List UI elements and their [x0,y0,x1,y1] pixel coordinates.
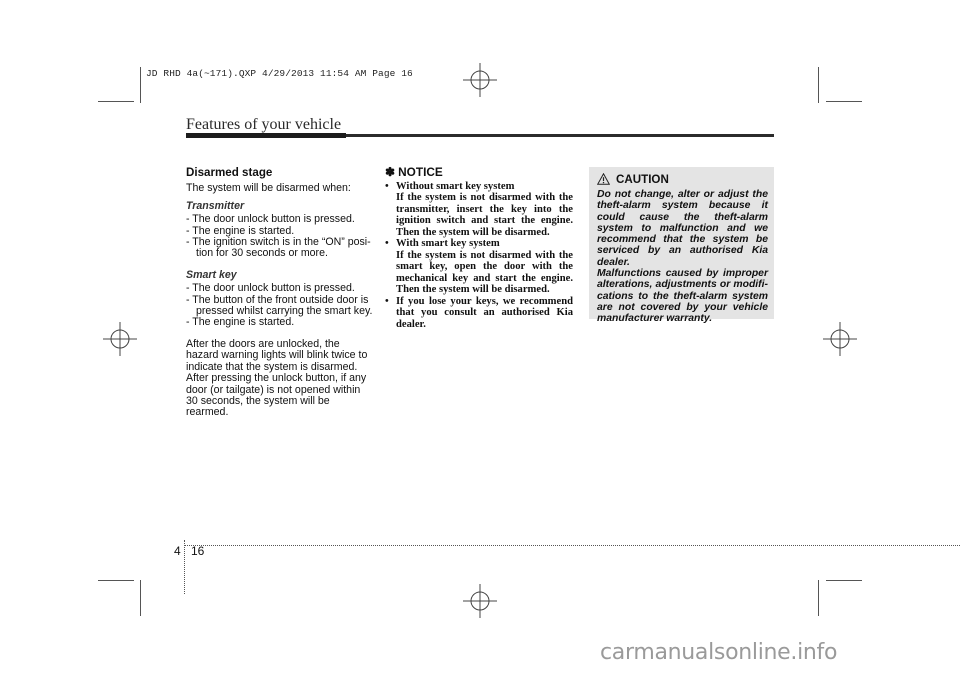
smart-key-label: Smart key [186,268,237,281]
notice-item [385,181,573,239]
crop-mark [98,580,134,581]
notice-item [385,238,573,296]
crop-mark [140,67,141,103]
crop-mark [140,580,141,616]
notice-heading: ✽ NOTICE [385,165,443,179]
bullet-icon: • [385,295,389,307]
registration-mark-icon [103,322,137,356]
title-rule [186,134,774,137]
caution-box [589,167,774,325]
list-item: - The ignition switch is in the “ON” posi- tion for 30 seconds or more. [186,236,371,260]
list-item: - The door unlock button is pressed. [186,213,355,226]
footer-rule [184,545,960,546]
rearm-paragraph: After pressing the unlock button, if any door (or tailgate) is not opened within 30 seconds, the system will be rearmed. [186,372,367,419]
warning-triangle-icon [597,173,610,188]
crop-mark [818,580,819,616]
print-slug: JD RHD 4a(~171).QXP 4/29/2013 11:54 AM Page 16 [146,68,413,79]
hazard-paragraph: After the doors are unlocked, the hazard warning lights will blink twice to indicate that the system is disarmed. [186,337,368,373]
disarmed-stage-heading: Disarmed stage [186,166,273,179]
list-item: - The engine is started. [186,316,295,329]
disarmed-stage-column [186,167,374,419]
notice-item-body: If the system is not disarmed with the smart key, open the door with the mechanical key and start the engine. Then the system will be disarmed. [396,249,573,295]
registration-mark-icon [463,584,497,618]
section-title: Features of your vehicle [186,116,342,133]
transmitter-label: Transmitter [186,199,245,212]
crop-mark [98,101,134,102]
registration-mark-icon [823,322,857,356]
notice-item-title-text: Without smart key system [396,180,515,192]
bullet-icon: • [385,180,389,192]
crop-mark [826,580,862,581]
notice-item-title [385,296,573,331]
caution-heading [597,173,669,188]
notice-item-title [385,238,573,250]
bullet-icon: • [385,238,389,249]
list-item: - The engine is started. [186,224,295,237]
watermark: carmanualsonline.info [600,640,838,665]
registration-mark-icon [463,63,497,97]
caution-text [597,189,768,325]
caution-paragraph: Malfunctions caused by improper alterations, adjustments or modifi- cations to the theft-alarm system are not covered by your vehicle manufacturer warranty. [597,268,768,325]
footer-divider [184,540,185,594]
notice-item-title-text: With smart key system [396,238,500,249]
caution-heading-text: CAUTION [616,173,669,186]
disarmed-intro: The system will be disarmed when: [186,182,351,195]
notice-item-title [385,181,573,193]
notice-column [385,167,573,330]
crop-mark [826,101,862,102]
notice-item [385,296,573,331]
notice-item-title-text: If you lose your keys, we recommend that you consult an authorised Kia dealer. [396,295,573,330]
notice-item-body: If the system is not disarmed with the transmitter, insert the key into the ignition switch and start the engine. Then the system will be disarmed. [396,192,573,238]
list-item: - The button of the front outside door is pressed whilst carrying the smart key. [186,293,373,318]
crop-mark [818,67,819,103]
list-item: - The door unlock button is pressed. [186,282,355,295]
caution-paragraph: Do not change, alter or adjust the theft-alarm system because it could cause the theft-alarm system to malfunction and we recommend that the system be serviced by an authorised Kia dealer. [597,189,768,268]
chapter-number: 4 [174,544,181,558]
page-number: 16 [191,544,205,558]
title-rule-accent [186,133,346,138]
